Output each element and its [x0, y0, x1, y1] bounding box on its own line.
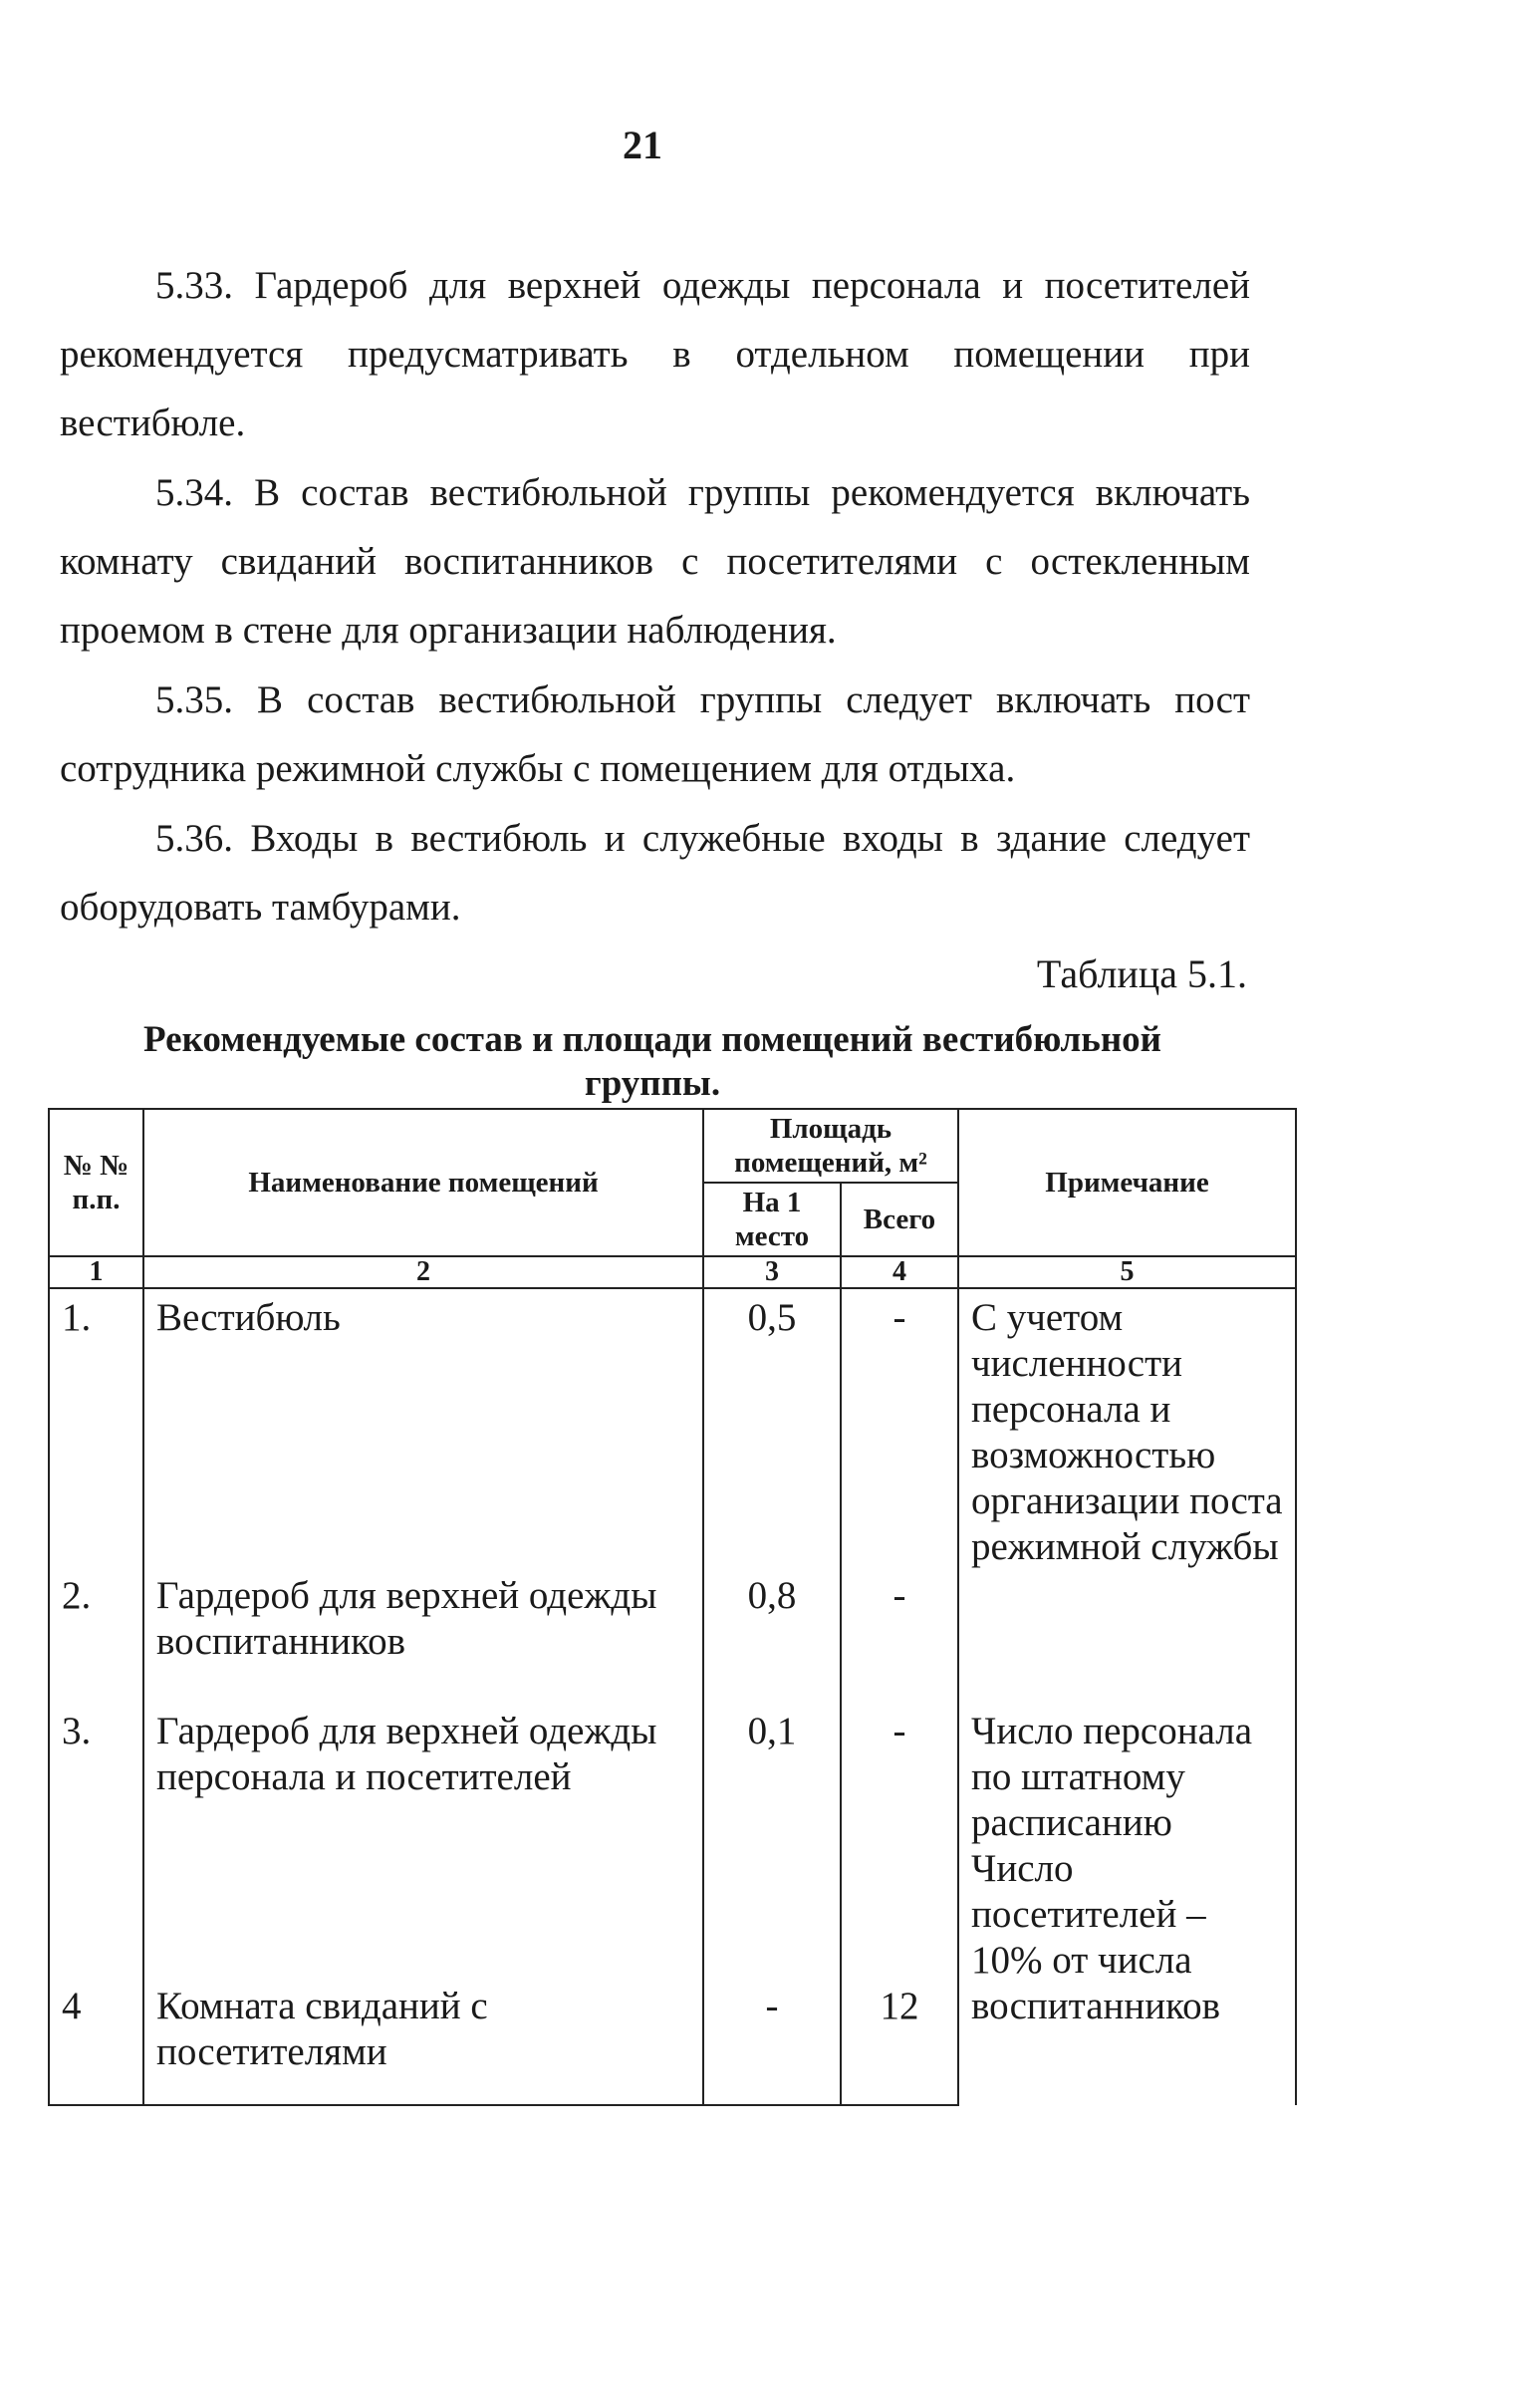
header-note: Примечание	[958, 1109, 1296, 1256]
header-per-place: На 1 место	[703, 1183, 841, 1256]
page-number: 21	[623, 123, 662, 167]
row-name: Вестибюль	[143, 1288, 703, 1567]
column-number: 1	[49, 1256, 143, 1288]
row-num: 2.	[49, 1567, 143, 1703]
row-name: Комната свиданий с посетителями	[143, 1978, 703, 2105]
row-name: Гардероб для верхней одежды воспитанников	[143, 1567, 703, 1703]
row-per-place: -	[703, 1978, 841, 2105]
row-total: 12	[841, 1978, 958, 2105]
row-total: -	[841, 1703, 958, 1978]
row-total: -	[841, 1567, 958, 1703]
row-total: -	[841, 1288, 958, 1567]
paragraph-5-34: 5.34. В состав вестибюльной группы рекомендуется включать комнату свиданий воспитанников с посетителями с остекленным проемом в стене для организации наблюдения.	[60, 471, 1250, 652]
column-number: 4	[841, 1256, 958, 1288]
rooms-table	[48, 1108, 1297, 2106]
table-title: Рекомендуемые состав и площади помещений вестибюльной группы.	[143, 1019, 1161, 1104]
paragraph-5-36: 5.36. Входы в вестибюль и служебные входы в здание следует оборудовать тамбурами.	[60, 817, 1250, 929]
table-row	[49, 1703, 1296, 1978]
body-text	[60, 251, 1250, 942]
table-caption: Таблица 5.1.	[1036, 951, 1247, 996]
row-per-place: 0,8	[703, 1567, 841, 1703]
column-number: 3	[703, 1256, 841, 1288]
header-total: Всего	[841, 1183, 958, 1256]
header-name: Наименование помещений	[143, 1109, 703, 1256]
row-note: Число персонала по штатному расписанию Число посетителей – 10% от числа воспитанников	[958, 1703, 1296, 2105]
column-number: 2	[143, 1256, 703, 1288]
row-num: 3.	[49, 1703, 143, 1978]
row-num: 4	[49, 1978, 143, 2105]
table-row	[49, 1288, 1296, 1567]
row-num: 1.	[49, 1288, 143, 1567]
header-area: Площадь помещений, м²	[703, 1109, 958, 1183]
row-per-place: 0,5	[703, 1288, 841, 1567]
paragraph-5-35: 5.35. В состав вестибюльной группы следует включать пост сотрудника режимной службы с помещением для отдыха.	[60, 678, 1250, 790]
row-per-place: 0,1	[703, 1703, 841, 1978]
row-note: С учетом численности персонала и возможностью организации поста режимной службы	[958, 1288, 1296, 1703]
column-number: 5	[958, 1256, 1296, 1288]
paragraph-5-33: 5.33. Гардероб для верхней одежды персонала и посетителей рекомендуется предусматривать в отдельном помещении при вестибюле.	[60, 264, 1250, 444]
row-name: Гардероб для верхней одежды персонала и посетителей	[143, 1703, 703, 1978]
header-num: № № п.п.	[49, 1109, 143, 1256]
